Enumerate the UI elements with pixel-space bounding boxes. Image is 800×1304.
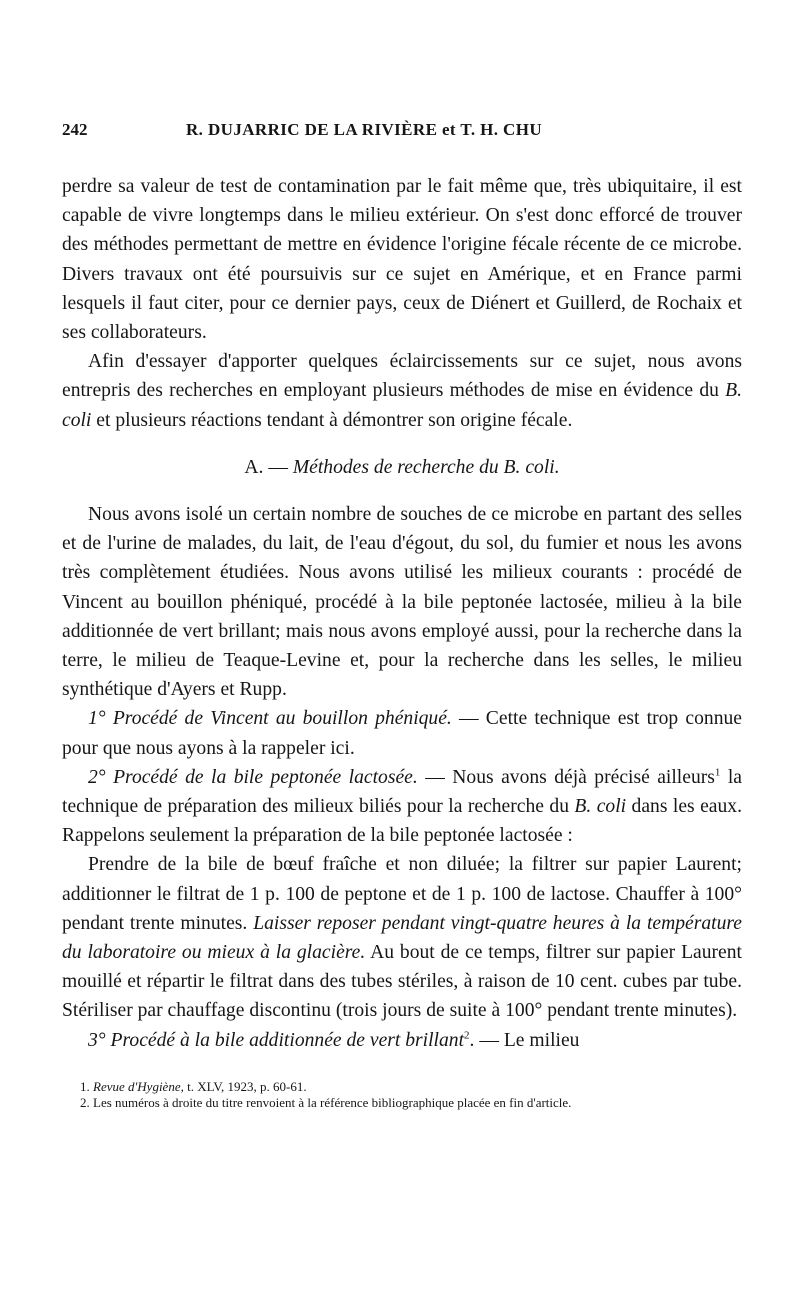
document-page — [62, 120, 742, 1111]
paragraph-2-text-a: Afin d'essayer d'apporter quelques éclaircissements sur ce sujet, nous avons entrepris des recherches en employant plusieurs méthodes de mise en évidence du — [62, 351, 742, 402]
running-head: R. DUJARRIC DE LA RIVIÈRE et T. H. CHU — [186, 120, 543, 139]
footnote-ref-2: 2 — [464, 1029, 470, 1042]
paragraph-6-emphasis: Laisser reposer pendant vingt-quatre heures à la température du laboratoire ou mieux à la glacière. — [62, 912, 743, 964]
paragraph-2-bcoli: B. coli — [62, 380, 742, 431]
paragraph-4 — [62, 704, 742, 762]
page-header — [62, 120, 742, 146]
paragraph-3: Nous avons isolé un certain nombre de souches de ce microbe en partant des selles et de l'urine de malades, du lait, de l'eau d'égout, du sol, du fumier et nous les avons très complètement étudiées. Nous avons utilisé les milieux courants : procédé de Vincent au bouillon phéniqué, procédé à la bile peptonée lactosée, milieu à la bile additionnée de vert brillant; mais nous avons employé aussi, pour la recherche dans la terre, le milieu de Teaque-Levine et, pour la recherche dans les selles, le milieu synthétique d'Ayers et Rupp. — [62, 504, 742, 701]
paragraph-1: perdre sa valeur de test de contamination par le fait même que, très ubiquitaire, il est capable de vivre longtemps dans le milieu extérieur. On s'est donc efforcé de trouver des méthodes permettant de mettre en évidence l'origine fécale récente de ce microbe. Divers travaux ont été poursuivis sur ce sujet en Amérique, et en France parmi lesquels il faut citer, pour ce dernier pays, ceux de Diénert et Guillerd, de Rochaix et ses collaborateurs. — [62, 176, 742, 344]
footnote-2: 2. Les numéros à droite du titre renvoient à la référence bibliographique placée en fin d'article. — [80, 1094, 572, 1110]
paragraph-2-text-b: et plusieurs réactions tendant à démontrer son origine fécale. — [91, 409, 573, 431]
paragraph-5 — [62, 763, 742, 851]
paragraph-5-bcoli: B. coli — [574, 796, 627, 818]
footnote-1 — [62, 1079, 742, 1095]
paragraph-7-title: 3° Procédé à la bile additionnée de vert brillant — [88, 1029, 465, 1051]
body-text — [62, 172, 742, 1055]
paragraph-5-title: 2° Procédé de la bile peptonée lactosée. — [88, 766, 418, 788]
paragraph-5-text-a: — Nous avons déjà précisé ailleurs — [417, 766, 715, 788]
paragraph-5-text-b: la technique de préparation des milieux biliés pour la recherche du — [62, 766, 742, 818]
paragraph-7-text: . — Le milieu — [469, 1029, 580, 1051]
footnote-ref-1: 1 — [714, 766, 721, 779]
paragraph-7 — [62, 1026, 742, 1055]
footnote-1-number: 1. — [80, 1078, 93, 1094]
paragraph-4-text: — Cette technique est trop connue pour que nous ayons à la rappeler ici. — [62, 708, 742, 759]
paragraph-6-text-b: Au bout de ce temps, filtrer sur papier Laurent mouillé et répartir le filtrat dans des tubes stériles, à raison de 10 cent. cubes par tube. Stériliser par chauffage discontinu (trois jours de suite à 100° pendant trente minutes). — [62, 942, 742, 1022]
paragraph-2 — [62, 347, 742, 435]
footnote-1-journal: Revue d'Hygiène, — [93, 1078, 184, 1094]
section-title: Méthodes de recherche du B. coli. — [292, 456, 560, 478]
paragraph-5-text-c: dans les eaux. Rappelons seulement la préparation de la bile peptonée lactosée : — [62, 796, 742, 847]
section-heading — [62, 453, 742, 482]
footnotes — [62, 1079, 742, 1111]
section-letter: A. — — [244, 456, 293, 478]
paragraph-4-title: 1° Procédé de Vincent au bouillon phéniqué. — [88, 708, 452, 730]
footnote-1-text: t. XLV, 1923, p. 60-61. — [183, 1078, 307, 1094]
paragraph-6-text-a: Prendre de la bile de bœuf fraîche et non diluée; la filtrer sur papier Laurent; additionner le filtrat de 1 p. 100 de peptone et de 1 p. 100 de lactose. Chauffer à 100° pendant trente minutes. — [62, 854, 742, 934]
paragraph-6 — [62, 850, 742, 1025]
page-number: 242 — [62, 120, 88, 139]
